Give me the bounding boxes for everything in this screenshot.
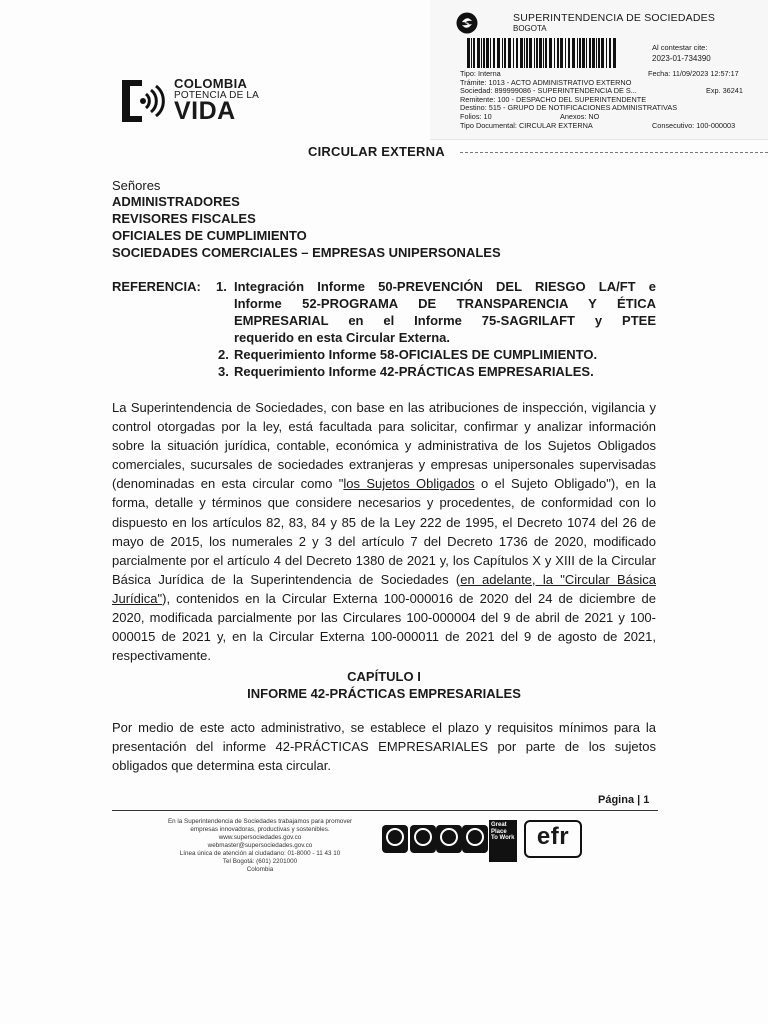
stamp-consecutivo: Consecutivo: 100-000003 <box>652 120 736 130</box>
stamp-tramite: Trámite: 1013 - ACTO ADMINISTRATIVO EXTERNO <box>460 77 632 87</box>
barcode-bar <box>536 38 538 68</box>
barcode-bar <box>508 38 511 68</box>
footer-line: Tel Bogotá: (601) 2201000 <box>222 858 298 865</box>
footer-line: Colombia <box>246 866 274 873</box>
footer-line: empresas innovadoras, productivas y sostenibles. <box>190 826 330 833</box>
reference-text: Integración Informe 50-PREVENCIÓN DEL RIESGO LA/FT e <box>234 279 656 294</box>
stamp-exp: Exp. 36241 <box>706 86 743 96</box>
barcode-bar <box>497 38 500 68</box>
stamp-remitente: Remitente: 100 - DESPACHO DEL SUPERINTENDENTE <box>460 94 647 104</box>
stamp-cite-label: Al contestar cite: <box>652 43 708 52</box>
barcode-bar <box>524 38 525 68</box>
barcode-bar <box>582 38 585 68</box>
barcode-bar <box>483 38 485 68</box>
barcode <box>467 38 619 68</box>
barcode-bar <box>516 38 518 68</box>
barcode-bar <box>549 38 552 68</box>
reference-number: 1. <box>216 279 227 294</box>
footer-line: En la Superintendencia de Sociedades trabajamos para promover <box>167 818 353 825</box>
icontec-certification-icon <box>410 825 436 853</box>
paragraph-text: ), contenidos en la Circular Externa 100-000016 de 2020 del 24 de diciembre de 2020, modificada parcialmente por las Circulares 100-000004 del 9 de abril de 2021 y 100-000015 de 2021 y, en la Circular Externa 100-000011 de 2021 del 9 de agosto de 2021, respectivamente. <box>112 590 656 664</box>
barcode-bar <box>504 38 506 68</box>
barcode-bar <box>486 38 489 68</box>
footer-line: Línea única de atención al ciudadano: 01-8000 - 11 43 10 <box>179 850 341 857</box>
stamp-destino: Destino: 515 - GRUPO DE NOTIFICACIONES ADMINISTRATIVAS <box>460 103 678 113</box>
underlined-text: los Sujetos Obligados <box>343 476 475 492</box>
great-place-to-work-badge: Great Place To Work <box>489 820 517 862</box>
stamp-sociedad: Sociedad: 899999086 - SUPERINTENDENCIA DE S... <box>460 86 637 96</box>
stamp-anexos: Anexos: NO <box>560 112 600 121</box>
addressee-greeting: Señores <box>112 178 161 193</box>
stamp-cite-number: 2023-01-734390 <box>652 54 711 63</box>
stamp-fecha: Fecha: 11/09/2023 12:57:17 <box>648 69 739 78</box>
stamp-tipo: Tipo: Interna <box>460 69 501 78</box>
barcode-bar <box>601 38 604 68</box>
barcode-bar <box>543 38 544 68</box>
logo-tagline: POTENCIA DE LA <box>174 90 260 101</box>
barcode-bar <box>560 38 563 68</box>
barcode-bar <box>539 38 542 68</box>
logo-vida: VIDA <box>174 97 236 125</box>
barcode-bar <box>586 38 587 68</box>
barcode-bar <box>493 38 495 68</box>
reference-text: Requerimiento Informe 58-OFICIALES DE CUMPLIMIENTO. <box>234 347 598 362</box>
supersociedades-seal-icon <box>456 12 478 34</box>
chapter-title: CAPÍTULO I <box>347 669 421 684</box>
reference-text: EMPRESARIAL en el Informe 75-SAGRILAFT y PTEE <box>234 313 656 328</box>
underlined-text: en adelante, la "Circular Básica Jurídica" <box>112 571 656 606</box>
barcode-bar <box>579 38 581 68</box>
page-number: Página | 1 <box>598 794 650 806</box>
reference-text: requerido en esta Circular Externa. <box>234 330 451 345</box>
barcode-bar <box>502 38 503 68</box>
paragraph-text: o el Sujeto Obligado"), en la forma, detalle y términos que considere necesarios y procedentes, de conformidad con lo dispuesto en los artículos 82, 83, 84 y 85 de la Ley 222 de 1995, el Decreto 1074 del 26 de mayo de 2015, los numerales 2 y 3 del artículo 7 del Decreto 1736 de 2020, modificado parcialmente por el artículo 4 del Decreto 1380 de 2021 y, los Capítulos X y XIII de la Circular Básica Jurídica de la Superintendencia de Sociedades ( <box>112 476 657 587</box>
barcode-bar <box>589 38 591 68</box>
paragraph-text: La Superintendencia de Sociedades, con base en las atribuciones de inspección, vigilancia y control otorgadas por la ley, está facultada para solicitar, confirmar y analizar información sobre la situación jurídica, contable, económica y administrativa de los Sujetos Obligados comerciales, sucursales de sociedades extranjeras y empresas unipersonales supervisadas (denominadas en esta circular como " <box>112 400 656 492</box>
stamp-tipo-documental: Tipo Documental: CIRCULAR EXTERNA <box>460 120 593 130</box>
barcode-bar <box>534 38 535 68</box>
barcode-bar <box>609 38 611 68</box>
reference-text: Informe 52-PROGRAMA DE TRANSPARENCIA Y ÉTICA <box>234 296 656 311</box>
efr-certification-logo: efr <box>524 820 582 858</box>
document-title: CIRCULAR EXTERNA <box>308 144 445 159</box>
body-paragraph: Por medio de este acto administrativo, se establece el plazo y requisitos mínimos para la presentación del informe 42-PRÁCTICAS EMPRESARIALES por parte de los sujetos obligados que determina esta circular. <box>112 720 656 774</box>
colombia-logo <box>112 76 272 126</box>
barcode-bar <box>557 38 559 68</box>
barcode-bar <box>529 38 532 68</box>
logo-country: COLOMBIA <box>174 76 248 91</box>
barcode-bar <box>477 38 480 68</box>
stamp-folios: Folios: 10 <box>460 112 492 121</box>
chapter-subtitle: INFORME 42-PRÁCTICAS EMPRESARIALES <box>247 686 521 701</box>
body-paragraph <box>112 398 656 665</box>
barcode-bar <box>568 38 570 68</box>
icontec-certification-icon <box>462 825 488 853</box>
barcode-bar <box>554 38 555 68</box>
barcode-bar <box>513 38 514 68</box>
barcode-bar <box>471 38 472 68</box>
divider <box>460 152 768 153</box>
reference-number: 3. <box>218 364 229 379</box>
reference-label: REFERENCIA: <box>112 279 201 294</box>
footer-divider <box>112 810 658 811</box>
colombia-emblem-icon <box>112 76 168 126</box>
barcode-bar <box>577 38 578 68</box>
barcode-bar <box>592 38 595 68</box>
barcode-bar <box>545 38 547 68</box>
stamp-organization: SUPERINTENDENCIA DE SOCIEDADES <box>513 12 716 24</box>
barcode-bar <box>520 38 523 68</box>
reference-number: 2. <box>218 347 229 362</box>
barcode-bar <box>467 38 470 68</box>
icontec-certification-icon <box>382 825 408 853</box>
barcode-bar <box>490 38 491 68</box>
barcode-bar <box>526 38 528 68</box>
stamp-city: BOGOTA <box>513 24 547 33</box>
barcode-bar <box>473 38 475 68</box>
addressee-line: SOCIEDADES COMERCIALES – EMPRESAS UNIPERSONALES <box>112 245 501 260</box>
barcode-bar <box>565 38 566 68</box>
barcode-bar <box>598 38 600 68</box>
addressee-line: ADMINISTRADORES <box>112 194 240 209</box>
barcode-bar <box>481 38 482 68</box>
reference-text: Requerimiento Informe 42-PRÁCTICAS EMPRESARIALES. <box>234 364 594 379</box>
barcode-bar <box>572 38 575 68</box>
barcode-bar <box>613 38 616 68</box>
barcode-bar <box>596 38 597 68</box>
footer-line: webmaster@supersociedades.gov.co <box>207 842 313 849</box>
footer-line: www.supersociedades.gov.co <box>218 834 302 841</box>
addressee-line: OFICIALES DE CUMPLIMIENTO <box>112 228 307 243</box>
icontec-certification-icon <box>436 825 462 853</box>
barcode-bar <box>606 38 607 68</box>
addressee-line: REVISORES FISCALES <box>112 211 256 226</box>
